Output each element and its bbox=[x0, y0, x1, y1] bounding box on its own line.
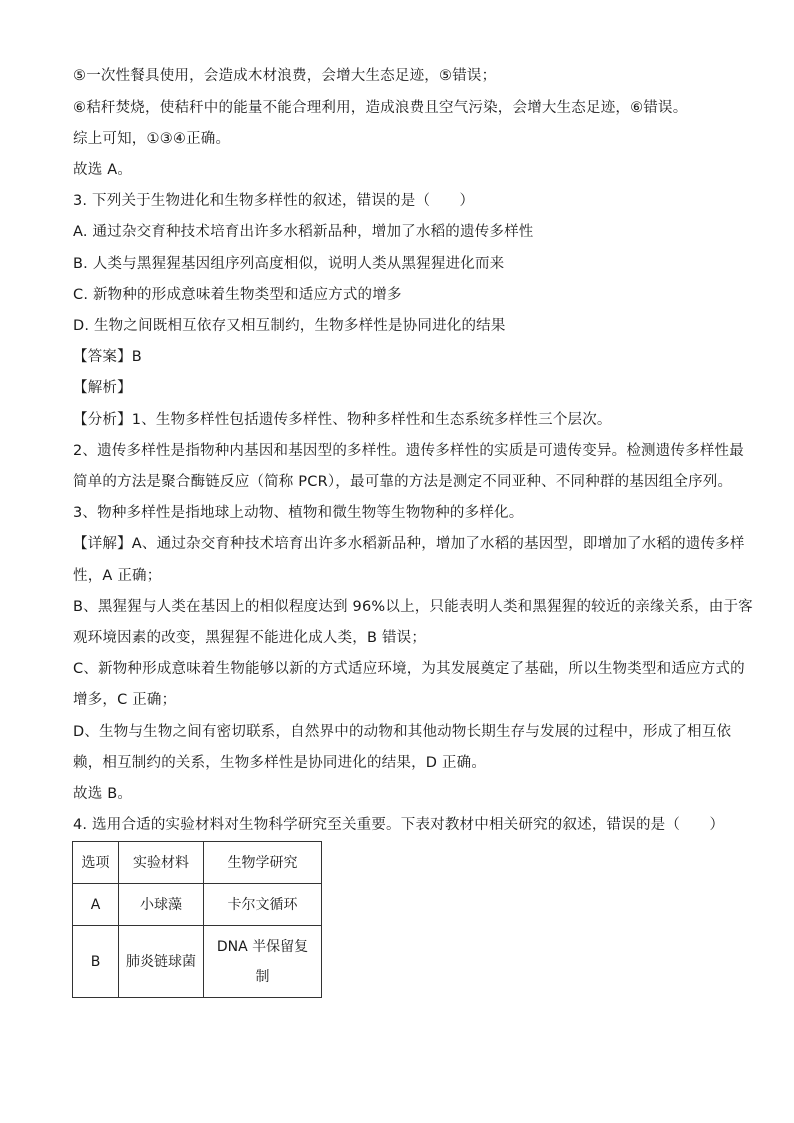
table-cell-option: B bbox=[73, 926, 119, 998]
detail-d-cont: 赖，相互制约的关系，生物多样性是协同进化的结果，D 正确。 bbox=[73, 755, 487, 771]
question-3-stem: 3. 下列关于生物进化和生物多样性的叙述，错误的是（ ） bbox=[73, 193, 475, 209]
option-5-explanation: ⑤一次性餐具使用，会造成木材浪费，会增大生态足迹，⑤错误； bbox=[73, 68, 497, 84]
question-3-option-d: D. 生物之间既相互依存又相互制约，生物多样性是协同进化的结果 bbox=[73, 318, 506, 334]
option-6-explanation: ⑥秸秆焚烧，使秸秆中的能量不能合理利用，造成浪费且空气污染，会增大生态足迹，⑥错误。 bbox=[73, 100, 688, 116]
question-3-option-a: A. 通过杂交育种技术培育出许多水稻新品种，增加了水稻的遗传多样性 bbox=[73, 224, 534, 240]
detail-a-cont: 性，A 正确； bbox=[73, 568, 162, 584]
table-cell-material: 小球藻 bbox=[119, 884, 204, 926]
analysis-point-2-cont: 简单的方法是聚合酶链反应（简称 PCR），最可靠的方法是测定不同亚种、不同种群的基因组全序列。 bbox=[73, 474, 733, 490]
header-option: 选项 bbox=[73, 842, 119, 884]
detail-c-cont: 增多，C 正确； bbox=[73, 692, 177, 708]
question-4-stem: 4. 选用合适的实验材料对生物科学研究至关重要。下表对教材中相关研究的叙述，错误的是（ ） bbox=[73, 817, 725, 833]
table-cell-material: 肺炎链球菌 bbox=[119, 926, 204, 998]
table-cell-research: 卡尔文循环 bbox=[204, 884, 322, 926]
table-cell-research bbox=[204, 926, 322, 998]
detail-d: D、生物与生物之间有密切联系，自然界中的动物和其他动物长期生存与发展的过程中，形成了相互依 bbox=[73, 724, 732, 740]
detail-a: 【详解】A、通过杂交育种技术培育出许多水稻新品种，增加了水稻的基因型，即增加了水稻的遗传多样 bbox=[73, 536, 745, 552]
table-header-row bbox=[73, 842, 322, 884]
header-material: 实验材料 bbox=[119, 842, 204, 884]
analysis-point-2: 2、遗传多样性是指物种内基因和基因型的多样性。遗传多样性的实质是可遗传变异。检测遗传多样性最 bbox=[73, 443, 744, 459]
detail-b-cont: 观环境因素的改变，黑猩猩不能进化成人类，B 错误； bbox=[73, 630, 427, 646]
answer-choice-q2: 故选 A。 bbox=[73, 162, 133, 178]
header-research: 生物学研究 bbox=[204, 842, 322, 884]
table-row bbox=[73, 926, 322, 998]
research-table bbox=[72, 841, 322, 998]
answer-choice-q3: 故选 B。 bbox=[73, 786, 133, 802]
table-cell-research-text: DNA 半保留复制 bbox=[216, 938, 309, 985]
detail-b: B、黑猩猩与人类在基因上的相似程度达到 96%以上，只能表明人类和黑猩猩的较近的亲缘关系，由于客 bbox=[73, 599, 753, 615]
question-3-option-b: B. 人类与黑猩猩基因组序列高度相似，说明人类从黑猩猩进化而来 bbox=[73, 256, 505, 272]
analysis-point-1: 【分析】1、生物多样性包括遗传多样性、物种多样性和生态系统多样性三个层次。 bbox=[73, 412, 612, 428]
table-cell-option: A bbox=[73, 884, 119, 926]
analysis-point-3: 3、物种多样性是指地球上动物、植物和微生物等生物物种的多样化。 bbox=[73, 505, 524, 521]
answer-label: 【答案】B bbox=[73, 349, 142, 365]
analysis-heading: 【解析】 bbox=[73, 380, 132, 396]
summary-line: 综上可知，①③④正确。 bbox=[73, 131, 231, 147]
question-3-option-c: C. 新物种的形成意味着生物类型和适应方式的增多 bbox=[73, 287, 402, 303]
detail-c: C、新物种形成意味着生物能够以新的方式适应环境，为其发展奠定了基础，所以生物类型和适应方式的 bbox=[73, 661, 745, 677]
table-row bbox=[73, 884, 322, 926]
